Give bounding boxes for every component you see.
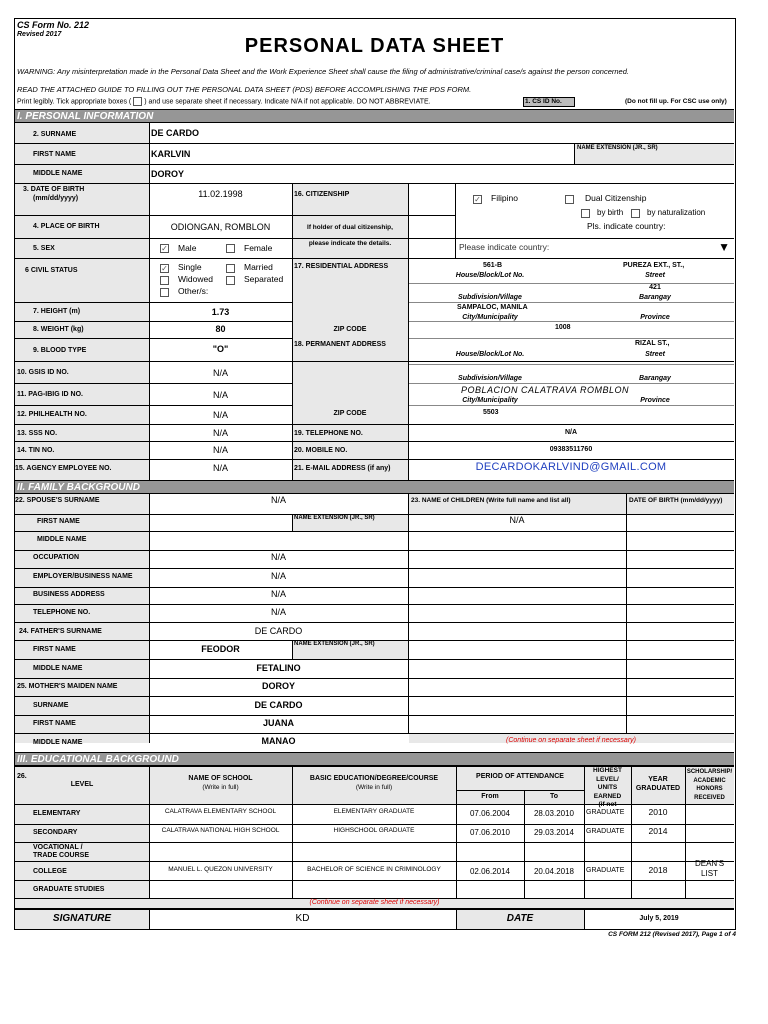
others-label: Other/s: (178, 286, 209, 296)
filipino-checkbox[interactable]: ✓ (474, 195, 481, 204)
agency-employee-label: 15. AGENCY EMPLOYEE NO. (15, 465, 112, 472)
perm-zip-label: ZIP CODE (333, 410, 367, 417)
male-label: Male (178, 243, 197, 253)
csc-use-note: (Do not fill up. For CSC use only) (625, 98, 727, 105)
year-header: YEAR (648, 776, 668, 783)
section-family-background: II. FAMILY BACKGROUND (15, 480, 734, 494)
res-province-caption: Province (640, 314, 670, 321)
units-header-3: UNITS (597, 784, 618, 791)
spouse-middle-name-label: MIDDLE NAME (37, 536, 87, 543)
signature-label: SIGNATURE (52, 913, 112, 924)
elementary-units-field[interactable]: GRADUATE (586, 809, 625, 816)
occupation-label: OCCUPATION (33, 554, 80, 561)
perm-street-field[interactable]: RIZAL ST., (635, 340, 670, 347)
dual-citizenship-checkbox[interactable] (565, 195, 574, 204)
res-barangay-field[interactable]: 421 (649, 284, 661, 291)
weight-label: 8. WEIGHT (kg) (33, 326, 84, 333)
elementary-school-field[interactable]: CALATRAVA ELEMENTARY SCHOOL (164, 808, 277, 815)
college-year-field[interactable]: 2018 (648, 865, 668, 875)
surname-label: 2. SURNAME (33, 131, 77, 138)
spouse-first-name-label: FIRST NAME (37, 518, 80, 525)
sss-label: 13. SSS NO. (17, 430, 58, 437)
height-label: 7. HEIGHT (m) (33, 308, 81, 315)
permanent-address-label: 18. PERMANENT ADDRESS (294, 341, 386, 348)
mobile-field[interactable]: 09383511760 (549, 446, 593, 453)
dual-note-2: please indicate the details. (308, 240, 392, 247)
secondary-to-field[interactable]: 29.03.2014 (533, 828, 575, 837)
level-header: LEVEL (70, 781, 94, 788)
male-checkbox[interactable]: ✓ (161, 244, 168, 253)
mobile-label: 20. MOBILE NO. (294, 447, 348, 454)
married-label: Married (244, 262, 273, 272)
citizenship-label: 16. CITIZENSHIP (294, 191, 350, 198)
mother-middle-name-label: MIDDLE NAME (33, 739, 83, 746)
dob-field[interactable]: 11.02.1998 (198, 189, 243, 199)
pagibig-field[interactable]: N/A (212, 390, 228, 400)
others-checkbox[interactable] (160, 288, 169, 297)
college-course-field[interactable]: BACHELOR OF SCIENCE IN CRIMINOLOGY (307, 866, 441, 873)
date-field[interactable]: July 5, 2019 (639, 915, 679, 922)
res-city-caption: City/Municipality (462, 314, 518, 321)
units-header-4: EARNED (593, 792, 622, 800)
from-header: From (481, 793, 499, 800)
married-checkbox[interactable] (226, 264, 235, 273)
education-level-vocational: VOCATIONAL / (33, 844, 83, 851)
education-level-elementary: ELEMENTARY (33, 810, 81, 817)
units-header-2: LEVEL/ (596, 775, 619, 783)
units-header-5: (if not (598, 801, 617, 808)
perm-city-field[interactable]: POBLACION CALATRAVA ROMBLON (461, 385, 630, 395)
height-field[interactable]: 1.73 (211, 307, 230, 317)
first-name-field[interactable]: KARLVIN (151, 149, 191, 159)
by-naturalization-label: by naturalization (647, 208, 706, 217)
middle-name-field[interactable]: DOROY (151, 169, 185, 179)
secondary-from-field[interactable]: 07.06.2010 (469, 828, 511, 837)
res-city-field[interactable]: SAMPALOC, MANILA (457, 304, 528, 311)
dob-label: 3. DATE OF BIRTH (23, 186, 85, 193)
period-header: PERIOD OF ATTENDANCE (476, 773, 564, 780)
section-educational-background: III. EDUCATIONAL BACKGROUND (15, 752, 734, 766)
weight-field[interactable]: 80 (215, 324, 226, 334)
perm-city-caption: City/Municipality (462, 397, 518, 404)
elementary-from-field[interactable]: 07.06.2004 (469, 809, 511, 818)
course-header-sub: (Write in full) (355, 784, 393, 791)
honors-header (685, 768, 734, 802)
children-label: 23. NAME of CHILDREN (Write full name and list all) (411, 497, 571, 504)
mother-surname-field[interactable]: DE CARDO (254, 700, 303, 710)
education-level-trade: TRADE COURSE (33, 852, 90, 859)
signature-field[interactable]: KD (295, 913, 310, 924)
warning-text: WARNING: Any misinterpretation made in the Personal Data Sheet and the Work Experience Sheet shall cause the filing of administrative/criminal case/s against the person concerned. (17, 67, 629, 76)
perm-subdiv-caption: Subdivision/Village (458, 375, 522, 382)
print-instruction-a: Print legibly. Tick appropriate boxes ( (17, 98, 132, 106)
filipino-label: Filipino (491, 193, 518, 203)
mother-first-name-label: FIRST NAME (33, 720, 76, 727)
college-to-field[interactable]: 20.04.2018 (533, 867, 575, 876)
name-extension-label: NAME EXTENSION (JR., SR) (577, 145, 658, 151)
dual-note-1: If holder of dual citizenship, (307, 224, 393, 231)
by-birth-label: by birth (597, 208, 624, 217)
units-header (584, 767, 631, 810)
spouse-name-extension-label: NAME EXTENSION (JR., SR) (294, 515, 375, 521)
employer-field[interactable]: N/A (270, 571, 286, 581)
print-instruction (17, 97, 431, 106)
secondary-course-field[interactable]: HIGHSCHOOL GRADUATE (333, 827, 415, 834)
occupation-field[interactable]: N/A (270, 552, 286, 562)
tick-sample-checkbox (133, 97, 142, 106)
form-number: CS Form No. 212 (17, 20, 90, 30)
civil-status-label: 6 CIVIL STATUS (25, 267, 78, 274)
children-field[interactable]: N/A (509, 515, 525, 525)
residential-address-label: 17. RESIDENTIAL ADDRESS (294, 263, 389, 270)
elementary-to-field[interactable]: 28.03.2010 (533, 809, 575, 818)
philhealth-field[interactable]: N/A (212, 410, 228, 420)
single-label: Single (178, 262, 202, 272)
mother-first-name-field[interactable]: JUANA (262, 718, 294, 728)
perm-barangay-caption: Barangay (639, 375, 671, 382)
surname-field[interactable]: DE CARDO (151, 128, 200, 138)
agency-employee-field[interactable]: N/A (212, 463, 228, 473)
mother-maiden-field[interactable]: DOROY (261, 681, 295, 691)
personal-data-sheet-form (14, 18, 736, 930)
father-surname-field[interactable]: DE CARDO (254, 626, 303, 636)
education-level-secondary: SECONDARY (33, 829, 78, 836)
res-street-field[interactable]: PUREZA EXT., ST., (623, 262, 685, 269)
family-continue-note: (Continue on separate sheet if necessary) (506, 737, 636, 744)
res-house-field[interactable]: 561-B (483, 262, 503, 269)
perm-zip-field[interactable]: 5503 (483, 409, 499, 416)
father-middle-name-field[interactable]: FETALINO (256, 663, 301, 673)
country-select-placeholder: Please indicate country: (459, 242, 550, 252)
res-zip-field[interactable]: 1008 (555, 324, 571, 331)
by-birth-checkbox[interactable] (581, 209, 590, 218)
college-units-field[interactable]: GRADUATE (586, 867, 625, 874)
res-barangay-caption: Barangay (639, 294, 671, 301)
secondary-school-field[interactable]: CALATRAVA NATIONAL HIGH SCHOOL (161, 827, 280, 834)
education-number-label: 26. (17, 773, 27, 780)
middle-name-label: MIDDLE NAME (33, 170, 83, 177)
philhealth-label: 12. PHILHEALTH NO. (17, 411, 87, 418)
college-honors-field[interactable] (685, 859, 734, 879)
res-zip-label: ZIP CODE (333, 326, 367, 333)
sss-field[interactable]: N/A (212, 428, 228, 438)
spouse-surname-label: 22. SPOUSE'S SURNAME (15, 497, 100, 504)
year-header-sub: GRADUATED (635, 785, 681, 792)
mother-middle-name-field[interactable]: MANAO (261, 736, 296, 746)
honors-header-2: ACADEMIC (693, 777, 726, 784)
course-header: BASIC EDUCATION/DEGREE/COURSE (309, 775, 439, 782)
sex-label: 5. SEX (33, 245, 55, 252)
college-school-field[interactable]: MANUEL L. QUEZON UNIVERSITY (168, 866, 273, 873)
to-header: To (549, 793, 559, 800)
gsis-label: 10. GSIS ID NO. (17, 369, 69, 376)
res-subdiv-caption: Subdivision/Village (458, 294, 522, 301)
res-house-caption: House/Block/Lot No. (455, 272, 525, 279)
spouse-telephone-field[interactable]: N/A (270, 607, 286, 617)
honors-header-1: SCHOLARSHIP/ (686, 769, 733, 775)
education-level-college: COLLEGE (33, 868, 67, 875)
school-header-sub: (Write in full) (202, 784, 239, 791)
email-label: 21. E-MAIL ADDRESS (if any) (294, 465, 391, 472)
country-select[interactable] (456, 239, 734, 258)
place-of-birth-field[interactable]: ODIONGAN, ROMBLON (170, 222, 271, 232)
father-name-extension-label: NAME EXTENSION (JR., SR) (294, 641, 375, 647)
education-continue-note: (Continue on separate sheet if necessary) (309, 899, 440, 906)
elementary-course-field[interactable]: ELEMENTARY GRADUATE (333, 808, 415, 815)
tin-label: 14. TIN NO. (17, 447, 55, 454)
guide-instruction: READ THE ATTACHED GUIDE TO FILLING OUT THE PERSONAL DATA SHEET (PDS) BEFORE ACCOMPLISHING THE PDS FORM. (17, 85, 472, 94)
single-checkbox[interactable]: ✓ (161, 264, 168, 273)
dob-format-label: (mm/dd/yyyy) (33, 195, 79, 202)
units-header-1: HIGHEST (593, 767, 622, 774)
elementary-year-field[interactable]: 2010 (648, 807, 668, 817)
father-first-name-field[interactable]: FEODOR (201, 644, 240, 654)
child-dob-label: DATE OF BIRTH (mm/dd/yyyy) (629, 497, 723, 504)
pagibig-label: 11. PAG-IBIG ID NO. (17, 391, 83, 398)
blood-type-label: 9. BLOOD TYPE (33, 347, 87, 354)
blood-type-field[interactable]: "O" (212, 344, 229, 354)
by-naturalization-checkbox[interactable] (631, 209, 640, 218)
separated-checkbox[interactable] (226, 276, 235, 285)
email-field[interactable]: DECARDOKARLVIND@GMAIL.COM (475, 461, 667, 473)
perm-street-caption: Street (645, 351, 665, 358)
spouse-telephone-label: TELEPHONE NO. (33, 609, 91, 616)
spouse-surname-field[interactable]: N/A (270, 495, 286, 505)
form-revision: Revised 2017 (17, 31, 62, 38)
perm-house-caption: House/Block/Lot No. (455, 351, 525, 358)
college-from-field[interactable]: 02.06.2014 (469, 867, 511, 876)
mother-surname-label: SURNAME (33, 702, 69, 709)
gsis-field[interactable]: N/A (212, 368, 228, 378)
female-checkbox[interactable] (226, 244, 235, 253)
widowed-checkbox[interactable] (160, 276, 169, 285)
mother-maiden-label: 25. MOTHER'S MAIDEN NAME (17, 683, 118, 690)
telephone-field[interactable]: N/A (564, 429, 578, 436)
first-name-label: FIRST NAME (33, 151, 76, 158)
page-footer-note: CS FORM 212 (Revised 2017), Page 1 of 4 (608, 931, 736, 938)
father-surname-label: 24. FATHER'S SURNAME (19, 628, 102, 635)
honors-header-4: RECEIVED (694, 794, 725, 801)
cs-id-label: 1. CS ID No. (525, 98, 562, 105)
education-level-graduate: GRADUATE STUDIES (33, 886, 105, 893)
father-middle-name-label: MIDDLE NAME (33, 665, 83, 672)
res-street-caption: Street (645, 272, 665, 279)
place-of-birth-label: 4. PLACE OF BIRTH (33, 223, 100, 230)
section-personal-information: I. PERSONAL INFORMATION (15, 109, 734, 123)
father-first-name-label: FIRST NAME (33, 646, 76, 653)
dual-citizenship-label: Dual Citizenship (585, 193, 647, 203)
separated-label: Separated (244, 274, 284, 284)
telephone-label: 19. TELEPHONE NO. (294, 430, 363, 437)
school-header: NAME OF SCHOOL (188, 775, 253, 782)
business-address-label: BUSINESS ADDRESS (33, 591, 105, 598)
perm-province-caption: Province (640, 397, 670, 404)
college-honors-line-2: LIST (701, 869, 718, 878)
secondary-units-field[interactable]: GRADUATE (586, 828, 625, 835)
honors-header-3: HONORS (696, 786, 723, 792)
page-title: PERSONAL DATA SHEET (244, 35, 505, 57)
employer-label: EMPLOYER/BUSINESS NAME (33, 573, 133, 580)
business-address-field[interactable]: N/A (270, 589, 286, 599)
tin-field[interactable]: N/A (212, 445, 228, 455)
chevron-down-icon[interactable]: ▼ (718, 240, 730, 254)
indicate-country-label: Pls. indicate country: (587, 221, 666, 231)
widowed-label: Widowed (178, 274, 213, 284)
date-label: DATE (506, 913, 534, 924)
female-label: Female (244, 243, 273, 253)
print-instruction-b: ) and use separate sheet if necessary. Indicate N/A if not applicable. DO NOT ABBREVIATE. (144, 98, 431, 106)
college-honors-line-1: DEAN'S (694, 859, 725, 868)
secondary-year-field[interactable]: 2014 (648, 826, 668, 836)
